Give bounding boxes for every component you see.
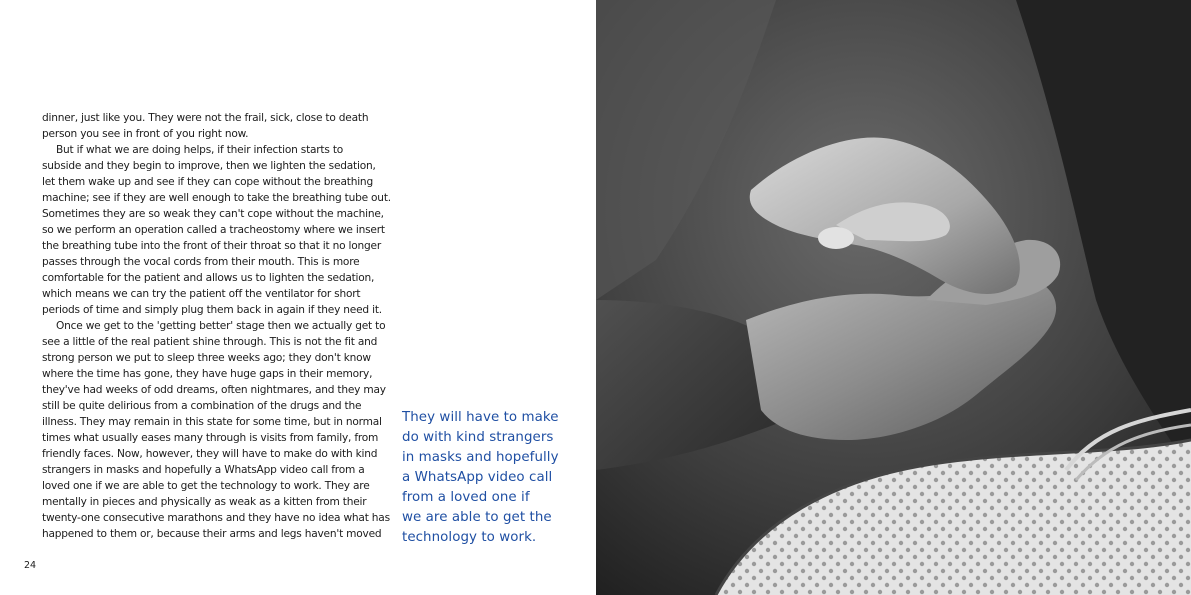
page-number: 24 bbox=[24, 560, 37, 571]
body-line: which means we can try the patient off the ventilator for short bbox=[42, 288, 361, 300]
body-line: loved one if we are able to get the technology to work. They are bbox=[42, 480, 370, 492]
body-line: mentally in pieces and physically as weak as a kitten from their bbox=[42, 496, 367, 508]
pull-quote-line: a WhatsApp video call bbox=[402, 470, 553, 485]
body-line: friendly faces. Now, however, they will have to make do with kind bbox=[42, 448, 378, 460]
pull-quote-line: do with kind strangers bbox=[402, 430, 554, 445]
body-line: periods of time and simply plug them back in again if they need it. bbox=[42, 304, 382, 316]
pull-quote-line: in masks and hopefully bbox=[402, 450, 559, 465]
body-line: strong person we put to sleep three weeks ago; they don't know bbox=[42, 352, 371, 364]
pull-quote-line: technology to work. bbox=[402, 530, 537, 545]
pull-quote-line: from a loved one if bbox=[402, 490, 530, 505]
body-line: illness. They may remain in this state for some time, but in normal bbox=[42, 416, 382, 428]
body-line: comfortable for the patient and allows us to lighten the sedation, bbox=[42, 272, 375, 284]
body-line: see a little of the real patient shine through. This is not the fit and bbox=[42, 336, 378, 348]
body-line: times what usually eases many through is visits from family, from bbox=[42, 432, 379, 444]
body-line: machine; see if they are well enough to take the breathing tube out. bbox=[42, 192, 391, 204]
body-line: subside and they begin to improve, then we lighten the sedation, bbox=[42, 160, 376, 172]
body-line: dinner, just like you. They were not the frail, sick, close to death bbox=[42, 112, 369, 124]
body-line: twenty-one consecutive marathons and they have no idea what has bbox=[42, 512, 390, 524]
body-line: the breathing tube into the front of their throat so that it no longer bbox=[42, 240, 381, 252]
pull-quote bbox=[402, 408, 572, 548]
body-line: strangers in masks and hopefully a WhatsApp video call from a bbox=[42, 464, 365, 476]
body-line: they've had weeks of odd dreams, often nightmares, and they may bbox=[42, 384, 386, 396]
photo-page bbox=[596, 0, 1191, 595]
body-line: happened to them or, because their arms and legs haven't moved bbox=[42, 528, 382, 540]
pull-quote-line: They will have to make bbox=[402, 410, 559, 425]
body-line: still be quite delirious from a combination of the drugs and the bbox=[42, 400, 362, 412]
body-line: Once we get to the 'getting better' stage then we actually get to bbox=[56, 320, 386, 332]
body-line: where the time has gone, they have huge gaps in their memory, bbox=[42, 368, 373, 380]
body-line: But if what we are doing helps, if their infection starts to bbox=[56, 144, 344, 156]
body-text bbox=[42, 110, 391, 542]
gloved-hand-holding-patient-hand-photo bbox=[596, 0, 1191, 595]
body-line: person you see in front of you right now. bbox=[42, 128, 249, 140]
body-line: passes through the vocal cords from their mouth. This is more bbox=[42, 256, 360, 268]
body-line: so we perform an operation called a tracheostomy where we insert bbox=[42, 224, 385, 236]
body-line: let them wake up and see if they can cope without the breathing bbox=[42, 176, 373, 188]
body-line: Sometimes they are so weak they can't cope without the machine, bbox=[42, 208, 384, 220]
pull-quote-line: we are able to get the bbox=[402, 510, 552, 525]
